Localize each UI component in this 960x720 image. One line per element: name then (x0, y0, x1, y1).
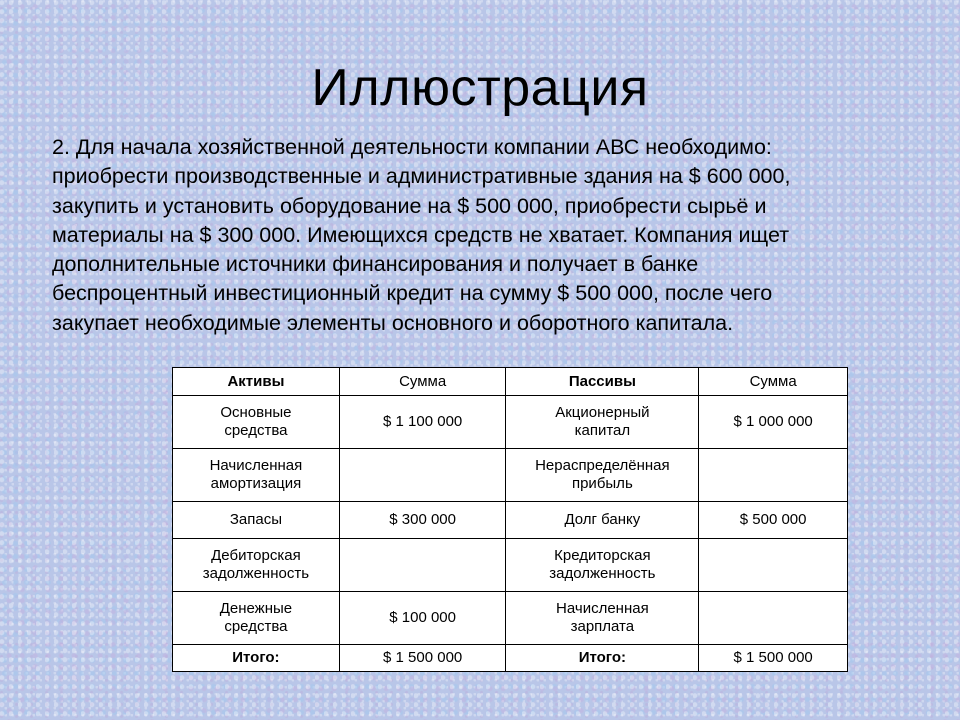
liability-amount-cell (699, 449, 848, 502)
asset-amount-cell: $ 300 000 (339, 502, 506, 539)
liability-amount-cell: $ 500 000 (699, 502, 848, 539)
total-label: Итого: (506, 645, 699, 672)
liability-cell: Нераспределённая прибыль (506, 449, 699, 502)
liability-amount-cell: $ 1 000 000 (699, 396, 848, 449)
header-liabilities: Пассивы (506, 368, 699, 396)
asset-amount-cell (339, 539, 506, 592)
paragraph-line: 2. Для начала хозяйственной деятельности компании АВС необходимо: (52, 135, 772, 159)
table-row (173, 449, 848, 502)
header-assets: Активы (173, 368, 340, 396)
liability-cell: Кредиторская задолженность (506, 539, 699, 592)
paragraph-line: приобрести производственные и административные здания на $ 600 000, (52, 164, 791, 189)
table-row (173, 539, 848, 592)
asset-amount-cell: $ 100 000 (339, 592, 506, 645)
asset-cell: Запасы (173, 502, 340, 539)
table-header-row (173, 368, 848, 396)
table-total-row (173, 645, 848, 672)
asset-cell: Денежные средства (173, 592, 340, 645)
table-row (173, 396, 848, 449)
paragraph-line: беспроцентный инвестиционный кредит на сумму $ 500 000, после чего (52, 281, 773, 306)
paragraph-line: закупает необходимые элементы основного и оборотного капитала. (52, 310, 734, 335)
liability-cell: Начисленная зарплата (506, 592, 699, 645)
total-amount: $ 1 500 000 (699, 645, 848, 672)
liability-cell: Долг банку (506, 502, 699, 539)
liability-amount-cell (699, 539, 848, 592)
asset-cell: Основные средства (173, 396, 340, 449)
balance-sheet-table (172, 367, 848, 672)
total-amount: $ 1 500 000 (339, 645, 506, 672)
total-label: Итого: (173, 645, 340, 672)
asset-cell: Дебиторская задолженность (173, 539, 340, 592)
liability-amount-cell (699, 592, 848, 645)
header-amount: Сумма (339, 368, 506, 396)
header-amount: Сумма (699, 368, 848, 396)
table-row (173, 592, 848, 645)
asset-amount-cell: $ 1 100 000 (339, 396, 506, 449)
paragraph-line: дополнительные источники финансирования и получает в банке (52, 252, 699, 277)
paragraph-line: закупить и установить оборудование на $ 500 000, приобрести сырьё и (52, 193, 767, 218)
paragraph-line: материалы на $ 300 000. Имеющихся средств не хватает. Компания ищет (52, 222, 790, 247)
asset-amount-cell (339, 449, 506, 502)
task-paragraph (52, 133, 932, 338)
asset-cell: Начисленная амортизация (173, 449, 340, 502)
liability-cell: Акционерный капитал (506, 396, 699, 449)
table-row (173, 502, 848, 539)
slide-title: Иллюстрация (311, 59, 649, 117)
